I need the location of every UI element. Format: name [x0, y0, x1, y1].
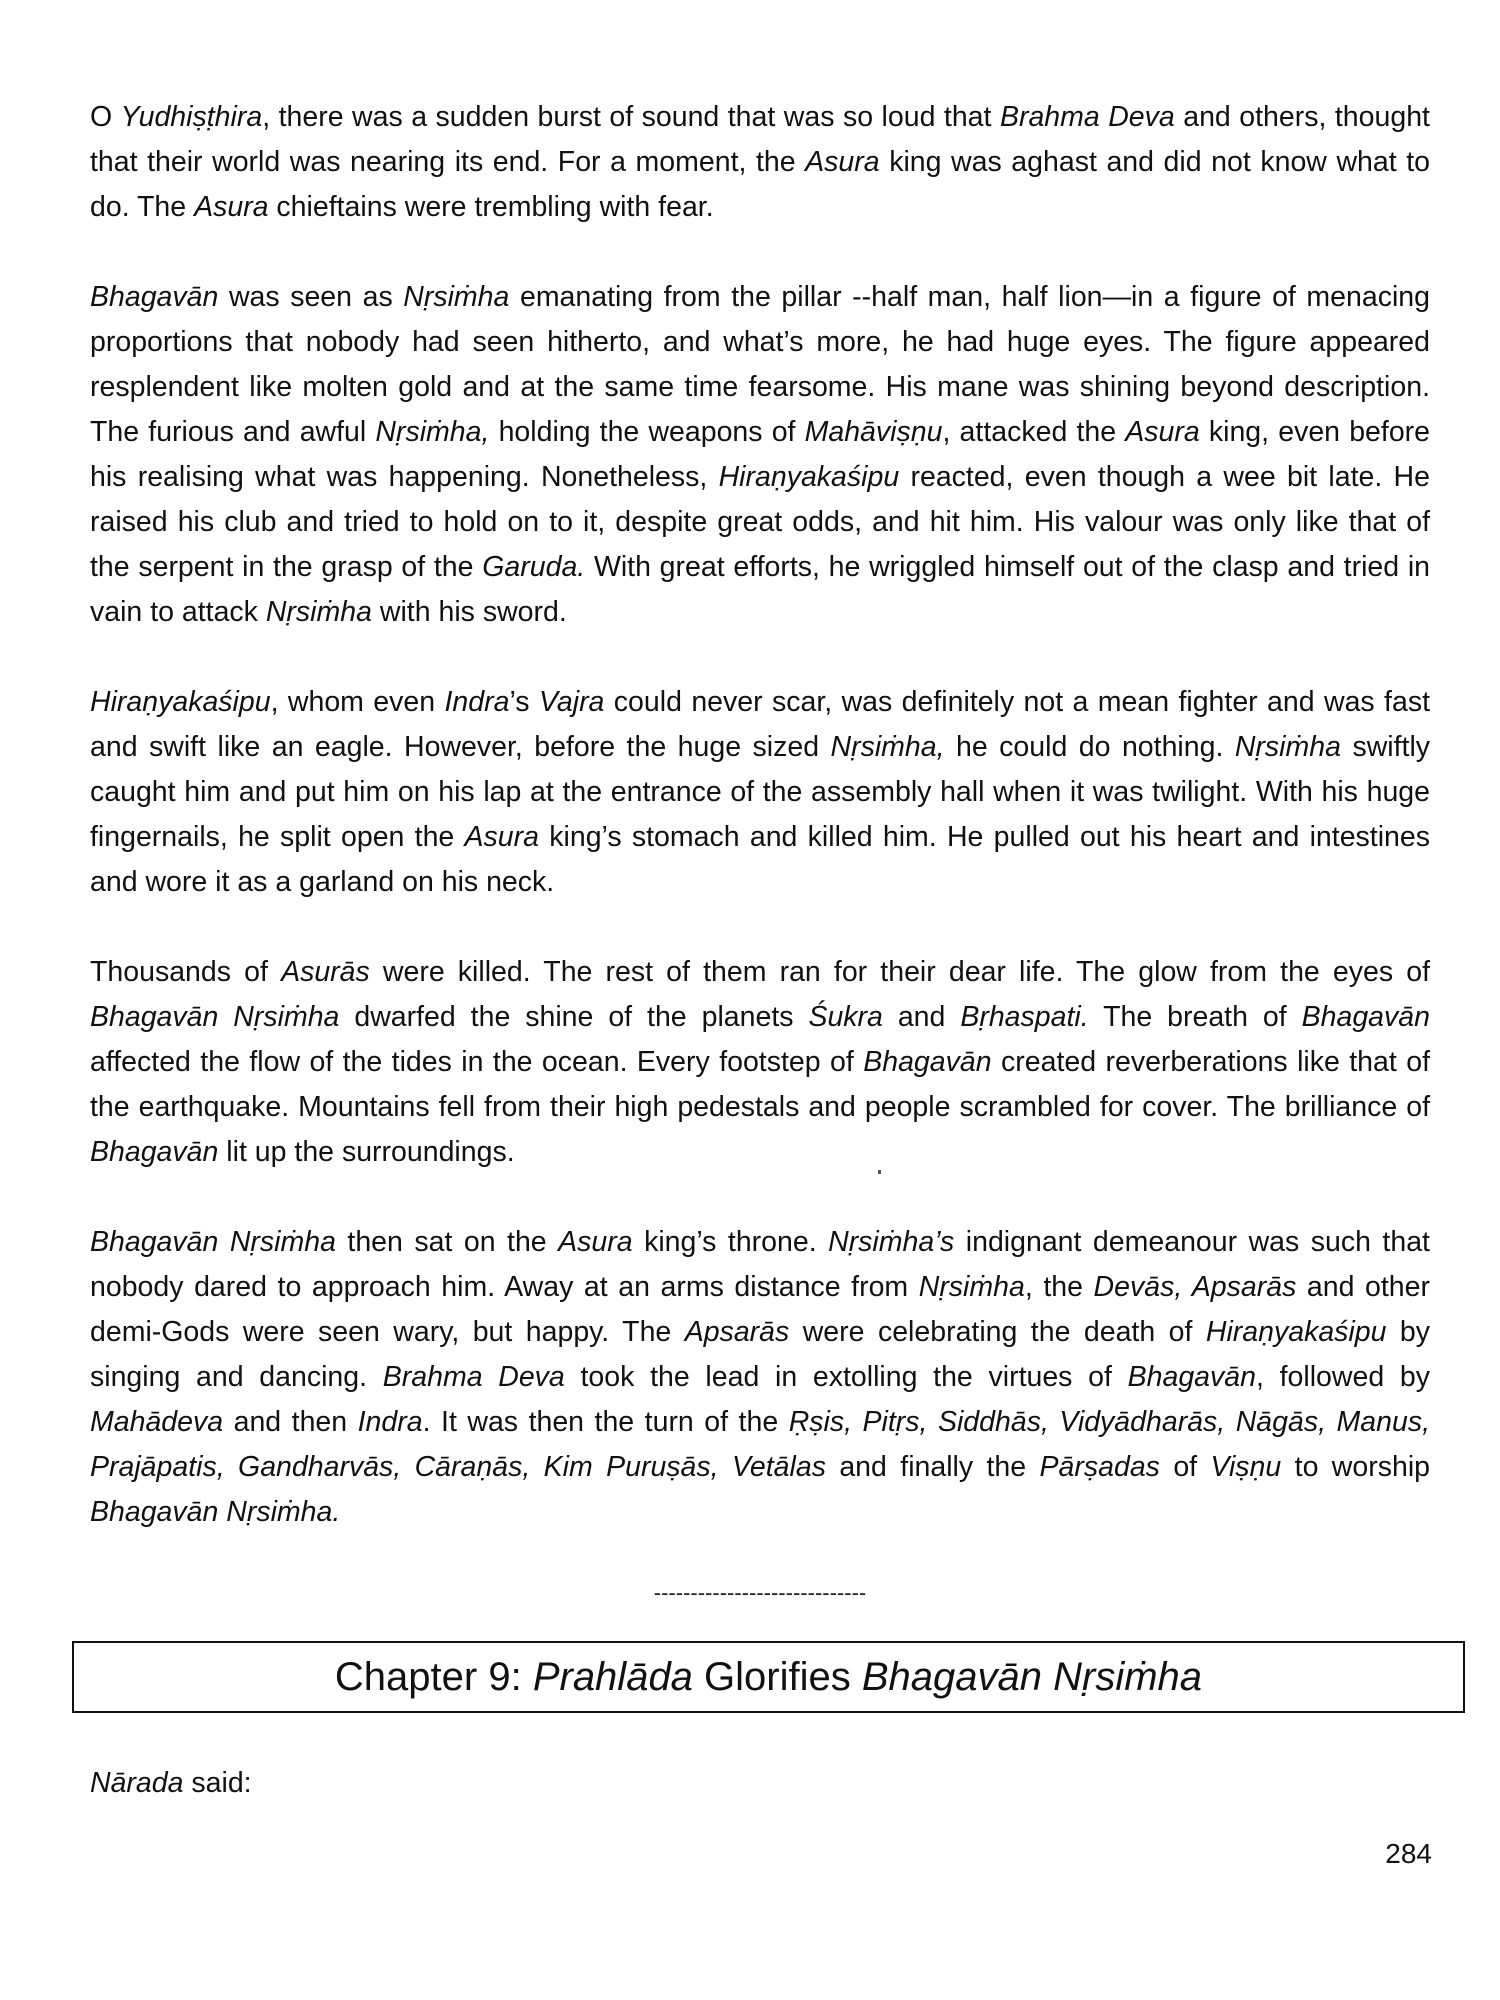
chapter-prefix: Chapter 9: [334, 1654, 533, 1699]
text-run: reacted, even though a wee bit late. He raised his club and tried to hold on to it, despite great odds, and hit him. His valour was only like that of the serpent in the grasp of the [90, 461, 1430, 583]
chapter-heading-box [72, 1641, 1465, 1713]
text-run: ’s [509, 686, 539, 718]
text-run: king was aghast and did not know what to do. The [90, 146, 1430, 223]
text-run: of [1159, 1451, 1211, 1483]
italic-term: Yudhiṣṭhira [120, 101, 263, 133]
text-run: , whom even [270, 686, 445, 718]
italic-term: Nṛsiṁha [1234, 731, 1341, 763]
text-run: to worship [1281, 1451, 1431, 1483]
text-run: and others, thought that their world was nearing its end. For a moment, the [90, 101, 1430, 178]
text-run: holding the weapons of [489, 416, 805, 448]
speaker-line [90, 1761, 1430, 1806]
paragraph [90, 680, 1430, 905]
italic-term: Hiraṇyakaśipu [90, 686, 271, 718]
text-run: and other demi-Gods were seen wary, but happy. The [90, 1271, 1430, 1348]
chapter-heading [335, 1655, 1202, 1700]
chapter-middle: Glorifies [692, 1654, 862, 1699]
text-run: then sat on the [335, 1226, 559, 1258]
text-run: lit up the surroundings. [218, 1136, 515, 1168]
text-run: O [90, 101, 121, 133]
italic-term: Asura [805, 146, 880, 178]
text-run: . It was then the turn of the [422, 1406, 789, 1438]
italic-term: Bhagavān Nṛsiṁha [90, 1001, 340, 1033]
italic-term: Mahāviṣṇu [804, 416, 943, 448]
italic-term: Apsarās [684, 1316, 790, 1348]
italic-term: Nṛsiṁha, [830, 731, 945, 763]
text-run: affected the flow of the tides in the ocean. Every footstep of [90, 1046, 864, 1078]
text-run: With great efforts, he wriggled himself out of the clasp and tried in vain to attack [90, 551, 1431, 628]
italic-term: Indra [444, 686, 510, 718]
paragraph [90, 275, 1430, 635]
italic-term: Asura [1125, 416, 1200, 448]
italic-term: Bhagavān [90, 281, 219, 313]
text-run: and finally the [825, 1451, 1040, 1483]
text-run: , attacked the [942, 416, 1126, 448]
text-run: swiftly caught him and put him on his lap at the entrance of the assembly hall when it was twilight. With his huge fingernails, he split open the [90, 731, 1431, 853]
italic-term: Nṛsiṁha [265, 596, 372, 628]
italic-term: Bhagavān [90, 1136, 219, 1168]
text-run: and [882, 1001, 961, 1033]
text-run: king, even before his realising what was happening. Nonetheless, [90, 416, 1431, 493]
paragraph [90, 950, 1430, 1175]
italic-term: Nṛsiṁha, [375, 416, 490, 448]
speaker-name: Nārada [90, 1767, 184, 1799]
italic-term: Nṛsiṁha’s [828, 1226, 955, 1258]
text-run: chieftains were trembling with fear. [268, 191, 714, 223]
italic-term: Asura [558, 1226, 633, 1258]
text-run: Thousands of [90, 956, 282, 988]
italic-term: Bhagavān [863, 1046, 992, 1078]
scan-speck [878, 1170, 881, 1174]
italic-term: Asura [194, 191, 269, 223]
text-run: dwarfed the shine of the planets [339, 1001, 809, 1033]
italic-term: Indra [357, 1406, 423, 1438]
text-run: The breath of [1088, 1001, 1302, 1033]
italic-term: Nṛsiṁha [403, 281, 510, 313]
italic-term: Ṛṣis, Pitṛs, Siddhās, Vidyādharās, Nāgās, Manus, Prajāpatis, Gandharvās, Cāraṇās, Kim Puruṣās, Vetālas [90, 1406, 1430, 1483]
text-run: king’s throne. [632, 1226, 829, 1258]
chapter-name-italic: Prahlāda [532, 1654, 693, 1699]
italic-term: Bhagavān [1127, 1361, 1256, 1393]
italic-term: Brahma Deva [999, 101, 1175, 133]
text-run: , followed by [1256, 1361, 1431, 1393]
text-run: created reverberations like that of the earthquake. Mountains fell from their high pedestals and people scrambled for cover. The brilliance of [90, 1046, 1430, 1123]
text-run: , the [1024, 1271, 1094, 1303]
text-run: were celebrating the death of [789, 1316, 1206, 1348]
italic-term: Bhagavān [1301, 1001, 1430, 1033]
italic-term: Asura [464, 821, 539, 853]
italic-term: Hiraṇyakaśipu [1205, 1316, 1387, 1348]
text-run: emanating from the pillar --half man, half lion—in a figure of menacing proportions that nobody had seen hitherto, and what’s more, he had huge eyes. The figure appeared resplendent like molten gold and at the same time fearsome. His mane was shining beyond description. The furious and awful [90, 281, 1430, 448]
italic-term: Bṛhaspati. [960, 1001, 1089, 1033]
italic-term: Devās, Apsarās [1093, 1271, 1297, 1303]
italic-term: Viṣṇu [1210, 1451, 1282, 1483]
page-number: 284 [1385, 1838, 1432, 1869]
speaker-verb: said: [183, 1767, 252, 1799]
italic-term: Hiraṇyakaśipu [718, 461, 900, 493]
italic-term: Vajra [538, 686, 605, 718]
italic-term: Nṛsiṁha [918, 1271, 1025, 1303]
text-run: indignant demeanour was such that nobody dared to approach him. Away at an arms distance from [90, 1226, 1430, 1303]
text-run: could never scar, was definitely not a mean fighter and was fast and swift like an eagle. However, before the huge sized [90, 686, 1430, 763]
text-run: he could do nothing. [944, 731, 1235, 763]
paragraph [90, 95, 1430, 230]
italic-term: Mahādeva [90, 1406, 224, 1438]
section-divider: ----------------------------- [653, 1580, 867, 1605]
italic-term: Śukra [808, 1001, 883, 1033]
body-text [90, 95, 1430, 1535]
text-run: was seen as [218, 281, 404, 313]
text-run: by singing and dancing. [90, 1316, 1430, 1393]
text-run: with his sword. [371, 596, 567, 628]
text-run: were killed. The rest of them ran for their dear life. The glow from the eyes of [369, 956, 1431, 988]
chapter-deity-italic: Bhagavān Nṛsiṁha [861, 1654, 1203, 1699]
text-run: , there was a sudden burst of sound that was so loud that [262, 101, 1000, 133]
page-body [90, 95, 1430, 1806]
italic-term: Bhagavān Nṛsiṁha. [90, 1496, 341, 1528]
paragraph [90, 1220, 1430, 1535]
italic-term: Brahma Deva [382, 1361, 565, 1393]
italic-term: Garuda. [482, 551, 586, 583]
italic-term: Pārṣadas [1039, 1451, 1160, 1483]
text-run: and then [223, 1406, 358, 1438]
italic-term: Asurās [281, 956, 370, 988]
text-run: king’s stomach and killed him. He pulled out his heart and intestines and wore it as a garland on his neck. [90, 821, 1430, 898]
text-run: took the lead in extolling the virtues of [564, 1361, 1128, 1393]
italic-term: Bhagavān Nṛsiṁha [90, 1226, 336, 1258]
